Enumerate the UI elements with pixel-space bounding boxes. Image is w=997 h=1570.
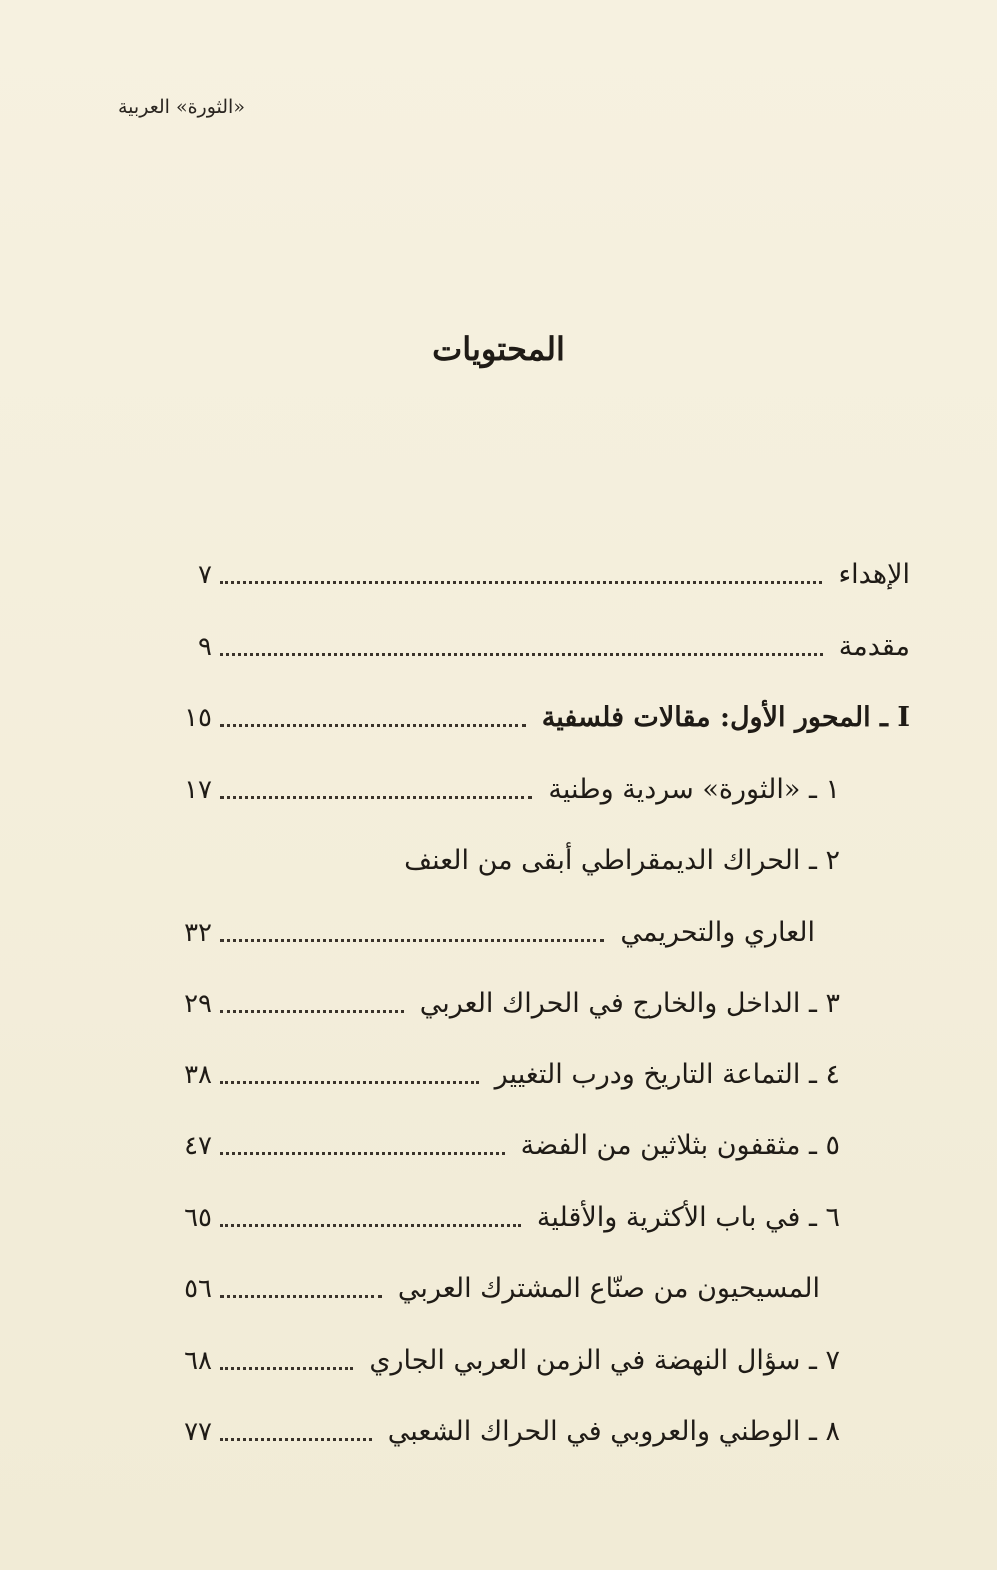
toc-page-number: ٥٦ [184,1274,212,1304]
dot-leader [220,724,526,727]
toc-page-number: ٢٩ [184,989,212,1019]
dot-leader [220,796,532,799]
toc-entry-label: ٣ ـ الداخل والخارج في الحراك العربي [419,988,840,1019]
dot-leader [220,939,604,942]
toc-entry-label: ٥ ـ مثقفون بثلاثين من الفضة [520,1130,840,1161]
dot-leader [220,1438,372,1441]
toc-page-number: ٦٥ [184,1203,212,1233]
toc-entry[interactable] [160,908,915,958]
toc-entry[interactable] [160,1193,915,1243]
toc-page-number: ٣٢ [184,918,212,948]
toc-page-number: ٧ [198,560,212,590]
dot-leader [220,1152,505,1155]
toc-entry[interactable] [160,765,915,815]
dot-leader [220,1367,353,1370]
toc-entry-label: ٢ ـ الحراك الديمقراطي أبقى من العنف [404,845,840,876]
running-header: «الثورة» العربية [118,96,245,118]
dot-leader [220,581,822,584]
toc-entry[interactable] [160,1264,915,1314]
dot-leader [220,1224,521,1227]
toc-entry-label: ١ ـ «الثورة» سردية وطنية [548,774,840,805]
toc-page-number: ٩ [198,632,212,662]
toc-entry-label: ٦ ـ في باب الأكثرية والأقلية [536,1202,840,1233]
toc-entry[interactable] [160,979,915,1029]
toc-page-number: ٧٧ [184,1417,212,1447]
toc-entry[interactable] [160,1407,915,1457]
toc-entry[interactable] [160,836,915,886]
toc-entry-label: ٤ ـ التماعة التاريخ ودرب التغيير [494,1059,840,1090]
toc-page-number: ٦٨ [184,1346,212,1376]
dot-leader [220,1081,479,1084]
toc-entry[interactable] [160,550,915,600]
toc-page-number: ١٥ [184,703,212,733]
toc-entry[interactable] [160,1050,915,1100]
toc-entry-label: مقدمة [838,631,910,662]
dot-leader [220,1295,382,1298]
toc-entry-label: ٨ ـ الوطني والعروبي في الحراك الشعبي [387,1416,840,1447]
toc-entry-label: الإهداء [838,559,910,590]
toc-entry[interactable] [160,1121,915,1171]
page-title: المحتويات [432,330,565,368]
toc-entry-label: العاري والتحريمي [620,917,815,948]
toc-entry[interactable] [160,1336,915,1386]
toc-page-number: ٣٨ [184,1060,212,1090]
toc-page-number: ٤٧ [184,1131,212,1161]
toc-entry-label: I ـ المحور الأول: مقالات فلسفية [541,702,910,733]
toc-entry-label: المسيحيون من صنّاع المشترك العربي [397,1273,820,1304]
toc-entry-label: ٧ ـ سؤال النهضة في الزمن العربي الجاري [369,1345,840,1376]
toc-page-number: ١٧ [184,775,212,805]
dot-leader [220,653,823,656]
dot-leader [220,1010,404,1013]
toc-entry[interactable] [160,622,915,672]
toc-entry-part[interactable] [160,693,915,743]
